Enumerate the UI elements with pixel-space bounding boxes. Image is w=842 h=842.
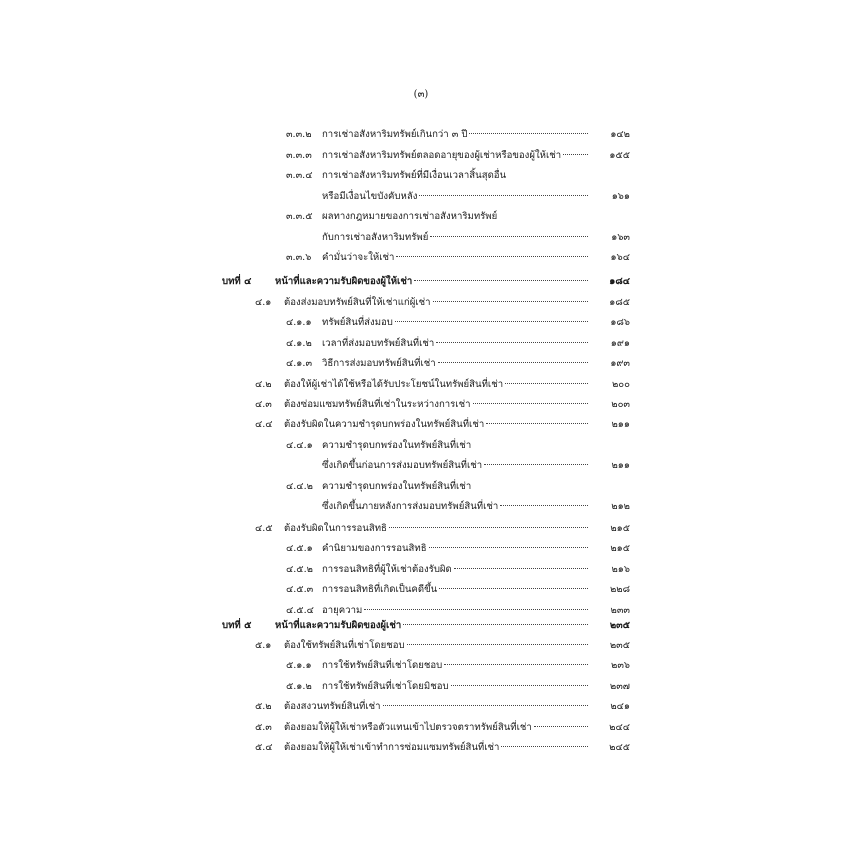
toc-entry-number: ๕.๑.๑ — [286, 660, 312, 671]
toc-page-number: ๒๔๔ — [609, 722, 630, 733]
toc-entry-number: ๔.๕.๓ — [286, 584, 314, 595]
toc-row — [0, 147, 842, 165]
toc-page-number: ๑๘๖ — [610, 317, 630, 328]
toc-row — [0, 294, 842, 312]
toc-entry-number: ๕.๑ — [255, 640, 272, 651]
toc-entry-number: ๔.๑.๓ — [286, 358, 313, 369]
toc-entry-title: ผลทางกฎหมายของการเช่าอสังหาริมทรัพย์ — [322, 211, 498, 222]
toc-page-number: ๒๑๑ — [611, 419, 630, 430]
toc-entry-title: การใช้ทรัพย์สินที่เช่าโดยชอบ — [322, 660, 443, 671]
toc-page-number: ๑๖๑ — [611, 191, 630, 202]
dot-leader — [484, 464, 588, 465]
toc-entry-title: คำนิยามของการรอนสิทธิ — [322, 543, 427, 554]
dot-leader — [438, 362, 588, 363]
toc-row — [0, 314, 842, 332]
toc-entry-title: การใช้ทรัพย์สินที่เช่าโดยมิชอบ — [322, 681, 449, 692]
toc-entry-number: ๕.๔ — [255, 742, 273, 753]
toc-page-number: ๒๑๕ — [610, 543, 630, 554]
toc-row — [0, 457, 842, 475]
page-number: (๓) — [413, 89, 429, 100]
toc-entry-title: ต้องส่งมอบทรัพย์สินที่ให้เช่าแก่ผู้เช่า — [284, 297, 431, 308]
toc-entry-title: ความชำรุดบกพร่องในทรัพย์สินที่เช่า — [322, 440, 472, 451]
toc-page-number: ๒๑๒ — [611, 501, 630, 512]
toc-entry-title: เวลาที่ส่งมอบทรัพย์สินที่เช่า — [322, 338, 435, 349]
toc-entry-number: ๓.๓.๔ — [286, 170, 313, 181]
toc-entry-number: ๔.๕ — [255, 523, 273, 534]
toc-row — [0, 581, 842, 599]
dot-leader — [501, 746, 588, 747]
toc-page-number: ๒๓๕ — [609, 640, 630, 651]
dot-leader — [439, 588, 588, 589]
toc-entry-title: การรอนสิทธิที่เกิดเป็นคดีขึ้น — [322, 584, 438, 595]
dot-leader — [454, 568, 588, 569]
toc-row — [0, 498, 842, 516]
toc-entry-title: ต้องรับผิดในความชำรุดบกพร่องในทรัพย์สินที่เช่า — [284, 419, 485, 430]
toc-page-number: ๑๙๑ — [610, 338, 630, 349]
toc-row — [0, 540, 842, 558]
toc-page-number: ๒๑๕ — [610, 523, 630, 534]
dot-leader — [364, 609, 588, 610]
toc-page-number: ๑๙๓ — [610, 358, 630, 369]
toc-chapter-row — [0, 617, 842, 635]
toc-entry-number: ๔.๒ — [255, 379, 272, 390]
toc-row — [0, 561, 842, 579]
toc-entry-number: ๓.๓.๓ — [286, 150, 312, 161]
dot-leader — [444, 664, 588, 665]
toc-page-number: ๒๓๓ — [610, 605, 630, 616]
toc-entry-number: ๔.๑.๒ — [286, 338, 312, 349]
toc-entry-title: ซึ่งเกิดขึ้นก่อนการส่งมอบทรัพย์สินที่เช่า — [322, 460, 483, 471]
toc-entry-title: ต้องใช้ทรัพย์สินที่เช่าโดยชอบ — [284, 640, 405, 651]
toc-entry-title: ต้องยอมให้ผู้ให้เช่าเข้าทำการซ่อมแซมทรัพย์สินที่เช่า — [284, 742, 500, 753]
toc-page-number: ๒๐๐ — [611, 379, 630, 390]
dot-leader — [436, 342, 588, 343]
toc-entry-number: ๔.๕.๑ — [286, 543, 313, 554]
toc-entry-number: ๓.๓.๕ — [286, 211, 313, 222]
toc-entry-number: ๔.๔.๑ — [286, 440, 313, 451]
toc-row — [0, 719, 842, 737]
dot-leader — [383, 705, 589, 706]
dot-leader — [419, 195, 588, 196]
toc-entry-title: ต้องรับผิดในการรอนสิทธิ — [284, 523, 387, 534]
dot-leader — [430, 236, 588, 237]
toc-page-number: ๑๖๔ — [610, 252, 630, 263]
toc-row — [0, 229, 842, 247]
toc-entry-title: อายุความ — [322, 605, 363, 616]
toc-entry-title: ซึ่งเกิดขึ้นภายหลังการส่งมอบทรัพย์สินที่เช่า — [322, 501, 499, 512]
toc-entry-number: ๔.๕.๔ — [286, 605, 314, 616]
dot-leader — [469, 133, 588, 134]
dot-leader — [451, 685, 588, 686]
toc-entry-number: ๔.๓ — [255, 399, 272, 410]
toc-entry-title: การเช่าอสังหาริมทรัพย์ที่มีเงื่อนเวลาสิ้นสุดอื่น — [322, 170, 507, 181]
toc-entry-title: หรือมีเงื่อนไขบังคับหลัง — [322, 191, 418, 202]
dot-leader — [429, 547, 588, 548]
dot-leader — [534, 726, 588, 727]
toc-entry-title: หน้าที่และความรับผิดของผู้ให้เช่า — [275, 276, 413, 287]
toc-row — [0, 739, 842, 757]
toc-row — [0, 208, 842, 226]
toc-entry-number: บทที่ ๕ — [222, 620, 252, 631]
toc-entry-number: ๕.๓ — [255, 722, 272, 733]
toc-entry-number: ๔.๔.๒ — [286, 481, 313, 492]
toc-entry-title: การเช่าอสังหาริมทรัพย์เกินกว่า ๓ ปี — [322, 129, 468, 140]
toc-entry-number: ๔.๑ — [255, 297, 272, 308]
toc-entry-title: การเช่าอสังหาริมทรัพย์ตลอดอายุของผู้เช่าหรือของผู้ให้เช่า — [322, 150, 562, 161]
toc-row — [0, 396, 842, 414]
toc-page-number: ๒๔๑ — [610, 701, 630, 712]
toc-row — [0, 376, 842, 394]
dot-leader — [395, 321, 588, 322]
dot-leader — [407, 644, 588, 645]
toc-entry-title: ต้องยอมให้ผู้ให้เช่าหรือตัวแทนเข้าไปตรวจตราทรัพย์สินที่เช่า — [284, 722, 532, 733]
toc-row — [0, 637, 842, 655]
dot-leader — [414, 280, 588, 281]
dot-leader — [389, 527, 588, 528]
toc-entry-title: คำมั่นว่าจะให้เช่า — [322, 252, 395, 263]
dot-leader — [433, 301, 588, 302]
toc-chapter-row — [0, 273, 842, 291]
toc-page-number: ๒๓๗ — [609, 681, 630, 692]
toc-entry-title: การรอนสิทธิที่ผู้ให้เช่าต้องรับผิด — [322, 564, 452, 575]
dot-leader — [500, 505, 588, 506]
toc-row — [0, 416, 842, 434]
toc-entry-number: ๕.๑.๒ — [286, 681, 312, 692]
toc-page-number: ๑๖๓ — [611, 232, 630, 243]
toc-page-number: ๒๔๕ — [609, 742, 630, 753]
toc-entry-title: ต้องให้ผู้เช่าได้ใช้หรือได้รับประโยชน์ในทรัพย์สินที่เช่า — [284, 379, 504, 390]
dot-leader — [473, 403, 589, 404]
toc-entry-title: หน้าที่และความรับผิดของผู้เช่า — [275, 620, 402, 631]
toc-entry-number: ๓.๓.๒ — [286, 129, 312, 140]
dot-leader — [563, 154, 588, 155]
toc-page-number: ๒๑๑ — [611, 460, 630, 471]
toc-row — [0, 335, 842, 353]
toc-page-number: ๑๕๕ — [609, 150, 630, 161]
toc-row — [0, 657, 842, 675]
toc-row — [0, 437, 842, 455]
toc-page-number: ๒๓๖ — [611, 660, 630, 671]
toc-entry-title: ต้องซ่อมแซมทรัพย์สินที่เช่าในระหว่างการเช่า — [284, 399, 471, 410]
toc-page-number: ๑๔๒ — [610, 129, 630, 140]
toc-entry-title: กับการเช่าอสังหาริมทรัพย์ — [322, 232, 429, 243]
toc-entry-number: ๔.๔ — [255, 419, 273, 430]
toc-row — [0, 249, 842, 267]
toc-row — [0, 698, 842, 716]
toc-entry-title: วิธีการส่งมอบทรัพย์สินที่เช่า — [322, 358, 436, 369]
dot-leader — [505, 383, 588, 384]
toc-row — [0, 126, 842, 144]
toc-row — [0, 520, 842, 538]
toc-entry-number: ๓.๓.๖ — [286, 252, 312, 263]
toc-page-number: ๑๘๕ — [609, 297, 630, 308]
toc-row — [0, 355, 842, 373]
toc-entry-title: ความชำรุดบกพร่องในทรัพย์สินที่เช่า — [322, 481, 472, 492]
toc-page-number: ๑๘๔ — [609, 276, 630, 287]
toc-page-number: ๒๓๕ — [609, 620, 630, 631]
dot-leader — [403, 624, 588, 625]
toc-entry-number: ๕.๒ — [255, 701, 272, 712]
toc-page-number: ๒๑๖ — [611, 564, 630, 575]
toc-entry-number: บทที่ ๔ — [222, 276, 252, 287]
toc-entry-number: ๔.๑.๑ — [286, 317, 312, 328]
toc-entry-title: ทรัพย์สินที่ส่งมอบ — [322, 317, 393, 328]
toc-row — [0, 678, 842, 696]
toc-page-number: ๒๒๘ — [609, 584, 630, 595]
toc-page-number: ๒๐๓ — [611, 399, 630, 410]
toc-row — [0, 188, 842, 206]
toc-row — [0, 167, 842, 185]
toc-row — [0, 478, 842, 496]
dot-leader — [486, 423, 588, 424]
toc-entry-number: ๔.๕.๒ — [286, 564, 313, 575]
toc-entry-title: ต้องสงวนทรัพย์สินที่เช่า — [284, 701, 381, 712]
dot-leader — [396, 256, 588, 257]
